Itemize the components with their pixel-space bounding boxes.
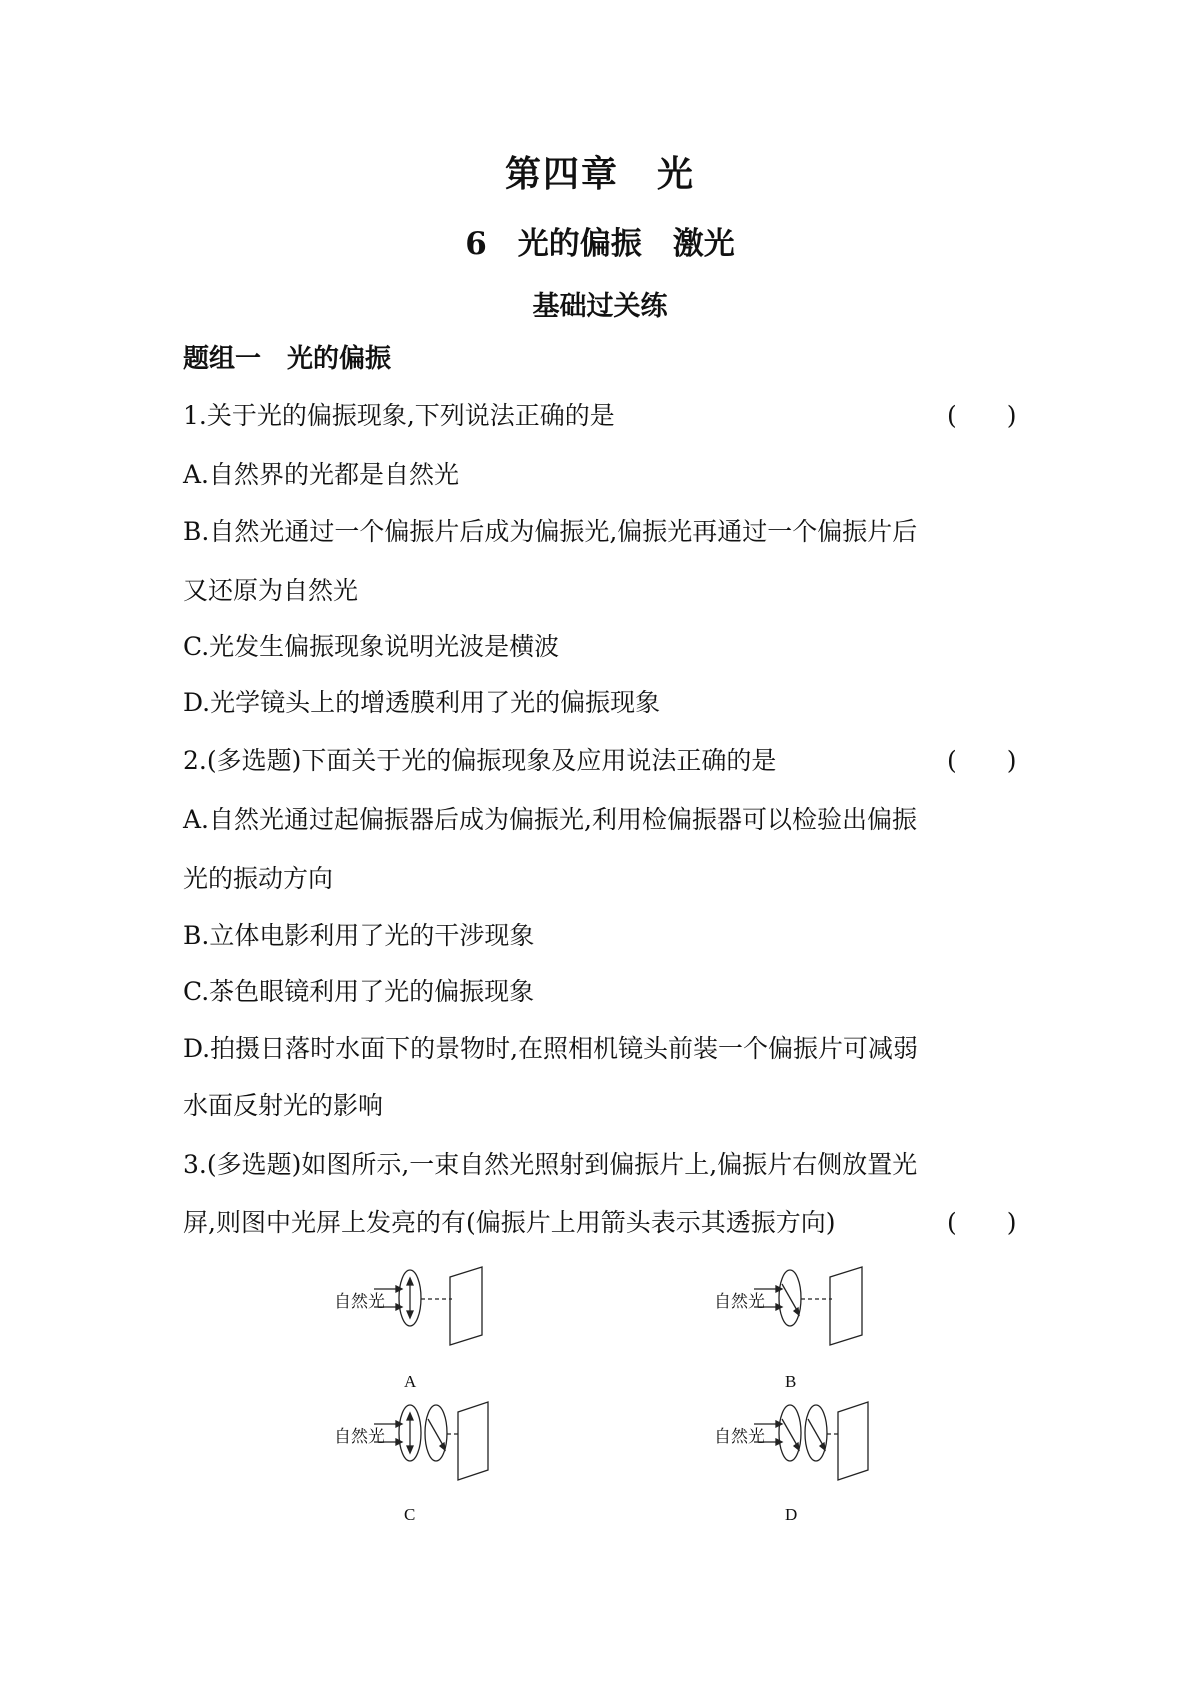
q2-option-c: C.茶色眼镜利用了光的偏振现象 — [183, 977, 535, 1006]
figure-b-diagram — [710, 1265, 880, 1365]
figure-d — [710, 1400, 880, 1500]
q2-answer-blank: ( ) — [947, 746, 1017, 775]
q3-answer-blank: ( ) — [947, 1208, 1017, 1237]
q1-option-c: C.光发生偏振现象说明光波是横波 — [183, 632, 560, 661]
q3-stem-line1: 3.(多选题)如图所示,一束自然光照射到偏振片上,偏振片右侧放置光 — [183, 1150, 918, 1179]
q2-option-b: B.立体电影利用了光的干涉现象 — [183, 921, 535, 950]
q3-stem-line2: 屏,则图中光屏上发亮的有(偏振片上用箭头表示其透振方向) — [183, 1208, 836, 1237]
q1-option-d: D.光学镜头上的增透膜利用了光的偏振现象 — [183, 688, 661, 717]
q1-option-b-line1: B.自然光通过一个偏振片后成为偏振光,偏振光再通过一个偏振片后 — [183, 517, 918, 546]
figure-c-light-label: 自然光 — [334, 1427, 385, 1446]
figure-b-light-label: 自然光 — [714, 1292, 765, 1311]
q2-option-a-line1: A.自然光通过起偏振器后成为偏振光,利用检偏振器可以检验出偏振 — [183, 805, 917, 834]
q2-stem: 2.(多选题)下面关于光的偏振现象及应用说法正确的是 — [183, 746, 777, 775]
q1-answer-blank: ( ) — [947, 401, 1017, 430]
figure-c — [330, 1400, 500, 1500]
figure-d-diagram — [710, 1400, 880, 1500]
group-title: 题组一 光的偏振 — [183, 344, 392, 374]
q2-option-d-line2: 水面反射光的影响 — [183, 1091, 384, 1120]
section-title: 6 光的偏振 激光 — [465, 226, 735, 262]
q2-option-a-line2: 光的振动方向 — [183, 864, 334, 893]
figure-d-caption: D — [785, 1505, 798, 1524]
figure-a — [330, 1265, 500, 1365]
q1-option-a: A.自然界的光都是自然光 — [183, 460, 460, 489]
q1-stem: 1.关于光的偏振现象,下列说法正确的是 — [183, 401, 615, 430]
q2-option-d-line1: D.拍摄日落时水面下的景物时,在照相机镜头前装一个偏振片可减弱 — [183, 1034, 919, 1063]
figure-a-caption: A — [404, 1372, 417, 1391]
practice-title: 基础过关练 — [532, 291, 668, 322]
q1-option-b-line2: 又还原为自然光 — [183, 576, 359, 605]
figure-a-diagram — [330, 1265, 500, 1365]
figure-a-light-label: 自然光 — [334, 1292, 385, 1311]
figure-d-light-label: 自然光 — [714, 1427, 765, 1446]
figure-c-diagram — [330, 1400, 500, 1500]
chapter-title: 第四章 光 — [504, 153, 695, 195]
figure-c-caption: C — [404, 1505, 416, 1524]
figure-b-caption: B — [785, 1372, 797, 1391]
figure-b — [710, 1265, 880, 1365]
